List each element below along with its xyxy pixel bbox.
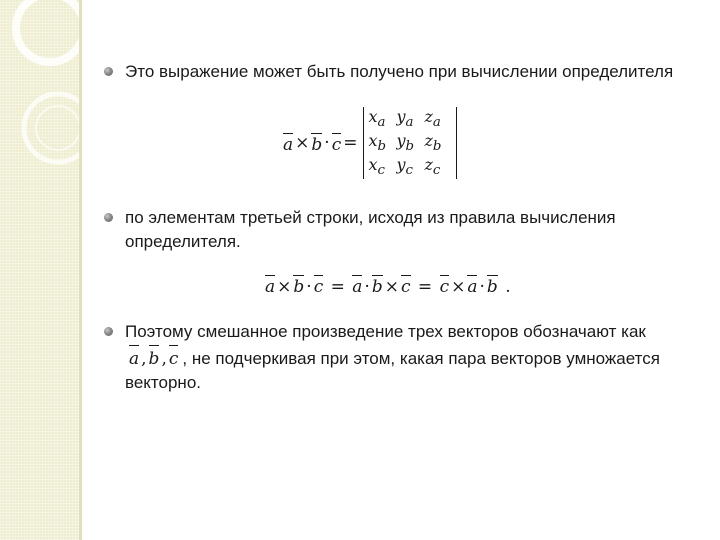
vector-b: b [311, 132, 322, 155]
dot-operator: · [306, 277, 312, 297]
vector-a: a [352, 274, 362, 297]
matrix-cell: $y_b$ [396, 131, 415, 155]
vector-b: b [487, 274, 498, 297]
vector-b: b [293, 274, 304, 297]
text-before: Поэтому смешанное произведение трех векторов обозначают как [125, 322, 646, 341]
bullet-text [125, 320, 685, 395]
vector-a: a [283, 132, 293, 155]
text-after: , не подчеркивая при этом, какая пара векторов умножается векторно. [125, 349, 660, 392]
matrix-cell: $z_a$ [424, 107, 441, 131]
inline-vector-list [125, 344, 182, 371]
period: . [505, 277, 511, 297]
mixed-product-identity [265, 274, 513, 297]
cross-operator: × [384, 277, 399, 297]
separator: , [161, 349, 167, 369]
bullet-text: по элементам третьей строки, исходя из правила вычисления определителя. [125, 208, 616, 251]
bullet-icon [104, 327, 113, 336]
decorative-side-band [0, 0, 79, 540]
separator: , [141, 349, 147, 369]
determinant-formula [283, 107, 457, 179]
matrix-cell: $y_c$ [396, 155, 413, 179]
band-divider [79, 0, 82, 540]
vector-a: a [467, 274, 477, 297]
determinant-matrix [363, 107, 457, 179]
dot-operator: · [479, 277, 485, 297]
decorative-rings [0, 0, 79, 540]
vector-a: a [129, 344, 139, 371]
matrix-cell: $z_b$ [424, 131, 442, 155]
matrix-cell: $x_b$ [368, 131, 387, 155]
vector-c: c [314, 274, 324, 297]
matrix-cell: $y_a$ [396, 107, 414, 131]
cross-operator: × [295, 133, 310, 153]
equals-sign: = [417, 277, 433, 297]
bullet-text: Это выражение может быть получено при вычислении определителя [125, 62, 674, 81]
vector-c: c [440, 274, 450, 297]
equals-sign: = [343, 133, 358, 153]
vector-b: b [372, 274, 383, 297]
vector-c: c [401, 274, 411, 297]
cross-operator: × [277, 277, 292, 297]
equals-sign: = [330, 277, 345, 297]
bullet-icon [104, 67, 113, 76]
vector-c: c [332, 132, 342, 155]
vector-b: b [149, 344, 160, 371]
bullet-icon [104, 213, 113, 222]
cross-operator: × [451, 277, 466, 297]
dot-operator: · [324, 133, 330, 153]
matrix-cell: $z_c$ [424, 155, 441, 179]
matrix-cell: $x_c$ [368, 155, 385, 179]
vector-a: a [265, 274, 275, 297]
vector-c: c [169, 344, 179, 371]
dot-operator: · [364, 277, 370, 297]
matrix-cell: $x_a$ [368, 107, 386, 131]
